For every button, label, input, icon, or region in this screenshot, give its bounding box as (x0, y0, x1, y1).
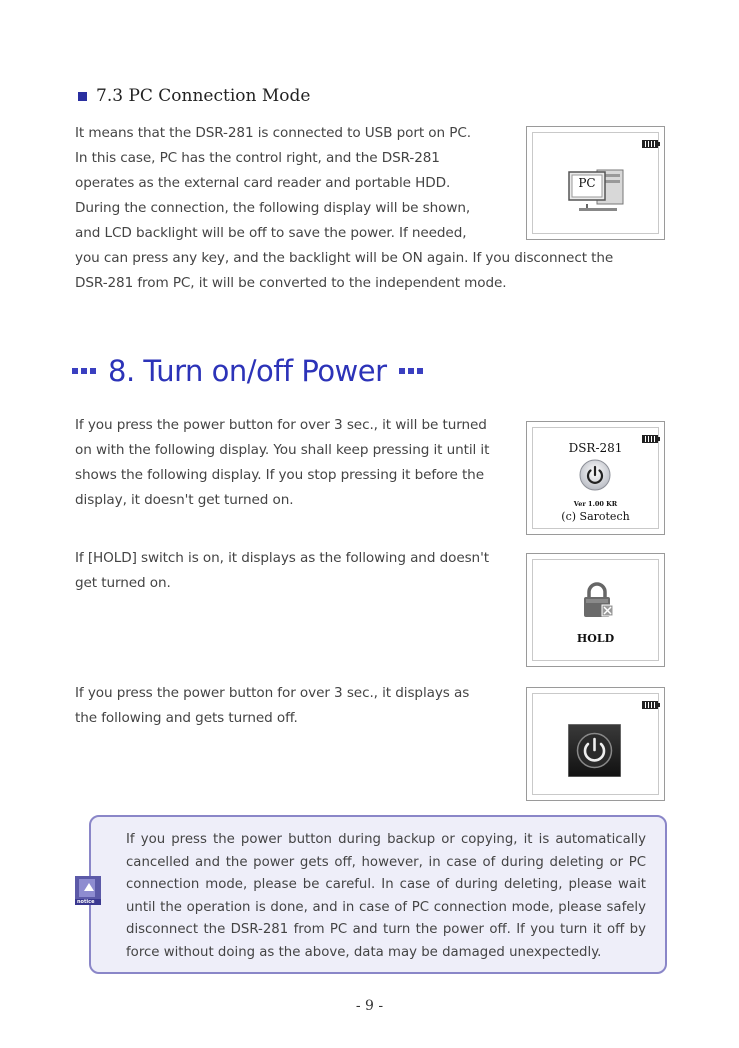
pc-monitor-icon (567, 164, 627, 214)
lcd-power-off-display (526, 687, 665, 801)
lock-icon (581, 582, 615, 620)
lcd-copyright-label: (c) Sarotech (561, 510, 630, 523)
notice-text: If you press the power button during backup or copying, it is automatically cancelled and the power gets off, however, in case of during deleting or PC connection mode, please be careful. In case of during deleting, please wait until the operation is done, and in case of PC connection mode, please safely disconnect the DSR-281 from PC and turn the power off. If you turn it off by force without doing as the above, data may be damaged unexpectedly. (126, 832, 646, 960)
battery-icon (642, 701, 658, 709)
hold-paragraph: If [HOLD] switch is on, it displays as the following and doesn't get turned on. (75, 550, 489, 591)
page-number: - 9 - (355, 998, 384, 1014)
heading-dots-left-icon (72, 368, 96, 374)
lcd-power-on-display (526, 421, 665, 535)
power-on-paragraph: If you press the power button for over 3 sec., it will be turned on with the following display. You shall keep pressing it until it shows the following display. If you stop pressing it before the display, it doesn't get turned on. (75, 417, 490, 508)
lcd-hold-label: HOLD (576, 632, 615, 645)
battery-icon (642, 140, 658, 148)
section-7-3-paragraph: It means that the DSR-281 is connected to USB port on PC. In this case, PC has the control right, and the DSR-281 operates as the external card reader and portable HDD. During the connection, the following display will be shown, and LCD backlight will be off to save the power. If needed, you can press any key, and the backlight will be ON again. If you disconnect the DSR-281 from PC, it will be converted to the independent mode. (75, 125, 614, 291)
lcd-model-label: DSR-281 (568, 441, 623, 455)
notice-box (77, 815, 667, 974)
section-7-3-title: 7.3 PC Connection Mode (78, 86, 310, 106)
notice-icon: notice (74, 875, 104, 909)
power-off-paragraph: If you press the power button for over 3 sec., it displays as the following and gets turned off. (75, 685, 470, 726)
heading-dots-right-icon (399, 368, 423, 374)
section-8-title: 8. Turn on/off Power (72, 354, 423, 388)
lcd-version-label: Ver 1.00 KR (573, 500, 618, 508)
lcd-pc-connection-display (526, 126, 665, 240)
lcd-hold-display (526, 553, 665, 667)
power-off-icon (568, 724, 621, 777)
pc-label: PC (578, 176, 596, 190)
power-icon (579, 459, 611, 491)
bullet-square-icon (78, 92, 87, 101)
